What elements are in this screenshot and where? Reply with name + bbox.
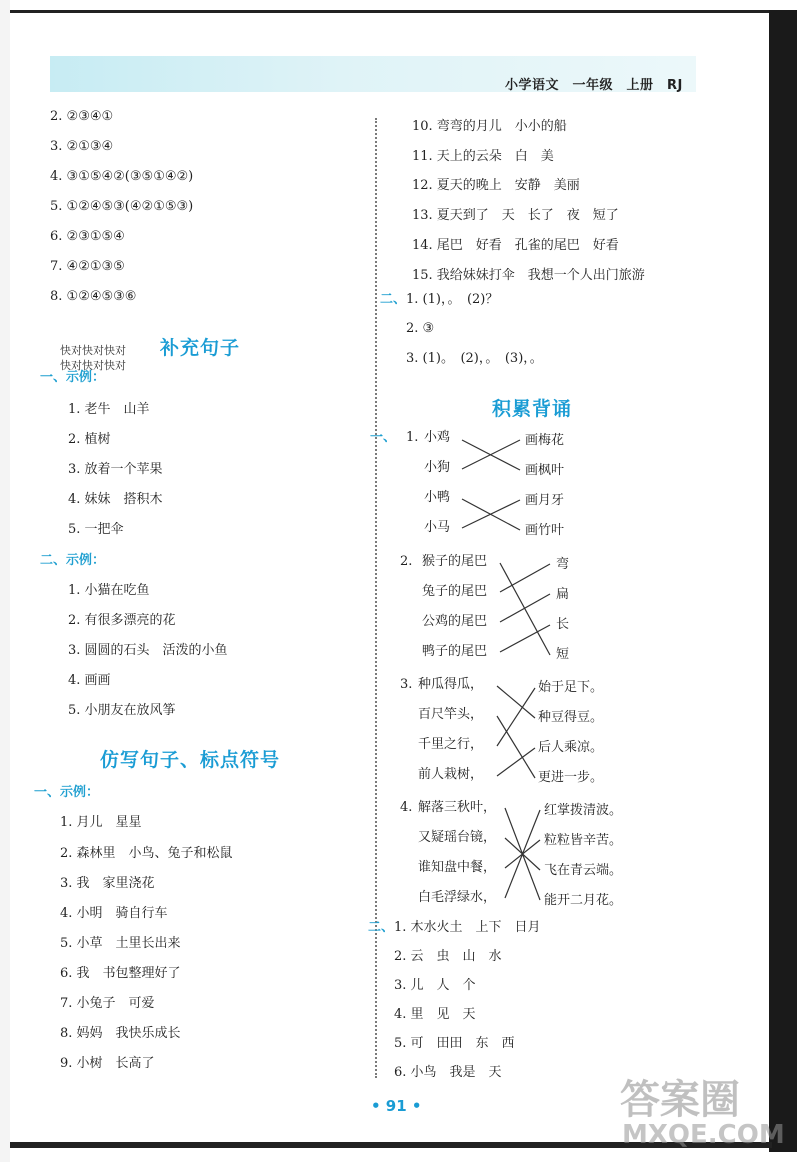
section-title: 积累背诵 xyxy=(492,398,573,420)
match-left: 公鸡的尾巴 xyxy=(422,614,488,629)
answer-line: 5. 一把伞 xyxy=(68,522,124,537)
item-number: 1. xyxy=(406,430,419,445)
match-line xyxy=(497,688,535,746)
answer-line: 3. (1)。 (2)，。 (3)，。 xyxy=(406,351,543,366)
match-left: 小鸡 xyxy=(424,430,451,445)
match-left: 白毛浮绿水， xyxy=(418,890,497,905)
match-left: 小鸭 xyxy=(424,490,451,505)
match-right: 画枫叶 xyxy=(525,463,565,478)
answer-line: 1. 小猫在吃鱼 xyxy=(68,583,150,598)
match-line xyxy=(500,625,550,652)
match-line xyxy=(505,840,540,868)
match-line xyxy=(505,810,540,898)
answer-line: 2. ③ xyxy=(406,321,435,336)
answer-line: 4. 小明 骑自行车 xyxy=(60,906,168,921)
stamp-text: 快对快对快对 xyxy=(60,359,126,372)
answer-line: 2. 有很多漂亮的花 xyxy=(68,613,176,628)
page-top-border xyxy=(10,10,772,13)
section-title: 补充句子 xyxy=(160,337,241,359)
answer-line: 6. 小鸟 我是 天 xyxy=(394,1065,502,1080)
answer-line: 3. 我 家里浇花 xyxy=(60,876,155,891)
match-left: 鸭子的尾巴 xyxy=(422,644,488,659)
match-line xyxy=(500,564,550,592)
answer-line: 8. 妈妈 我快乐成长 xyxy=(60,1026,181,1041)
match-left: 小狗 xyxy=(424,460,451,475)
match-left: 小马 xyxy=(424,520,451,535)
match-right: 粒粒皆辛苦。 xyxy=(544,833,623,848)
match-right: 弯 xyxy=(556,557,570,572)
answer-line: 5. ①②④⑤③(④②①⑤③) xyxy=(50,199,194,214)
match-line xyxy=(500,563,550,655)
answer-line: 6. ②③①⑤④ xyxy=(50,229,125,244)
match-right: 更进一步。 xyxy=(538,770,604,785)
match-left: 兔子的尾巴 xyxy=(422,584,488,599)
answer-line: 3. 放着一个苹果 xyxy=(68,462,163,477)
subsection-heading: 一、示例： xyxy=(34,785,100,800)
match-left: 解落三秋叶， xyxy=(418,800,497,815)
match-left: 前人栽树， xyxy=(418,767,484,782)
match-right: 红掌拨清波。 xyxy=(544,803,623,818)
match-left: 种瓜得瓜， xyxy=(418,677,484,692)
match-right: 后人乘凉。 xyxy=(538,740,604,755)
answer-line: 1. 木水火土 上下 日月 xyxy=(394,920,541,935)
match-right: 长 xyxy=(556,617,570,632)
match-left: 百尺竿头， xyxy=(418,707,484,722)
subsection-heading: 一、示例： xyxy=(40,370,106,385)
answer-line: 2. 植树 xyxy=(68,432,111,447)
answer-line: 5. 小草 土里长出来 xyxy=(60,936,181,951)
answer-line: 12. 夏天的晚上 安静 美丽 xyxy=(412,178,580,193)
item-number: 2. xyxy=(400,554,413,569)
match-line xyxy=(505,808,540,900)
match-line xyxy=(462,440,520,469)
answer-line: 2. 森林里 小鸟、兔子和松鼠 xyxy=(60,846,233,861)
match-left: 又疑瑶台镜， xyxy=(418,830,497,845)
match-right: 画梅花 xyxy=(525,433,565,448)
match-line xyxy=(500,594,550,622)
page-number: • 91 • xyxy=(371,1097,422,1115)
page-left-edge xyxy=(0,0,10,1162)
section-title: 仿写句子、标点符号 xyxy=(100,749,281,771)
item-number: 4. xyxy=(400,800,413,815)
page-right-border xyxy=(769,10,797,1152)
answer-line: 7. 小兔子 可爱 xyxy=(60,996,155,1011)
answer-line: 8. ①②④⑤③⑥ xyxy=(50,289,137,304)
item-number: 3. xyxy=(400,677,413,692)
match-line xyxy=(462,500,520,528)
answer-line: 5. 可 田田 东 西 xyxy=(394,1036,515,1051)
match-right: 始于足下。 xyxy=(538,680,604,695)
answer-line: 1. 月儿 星星 xyxy=(60,815,142,830)
subsection-heading: 二、示例： xyxy=(40,553,106,568)
answer-line: 4. 里 见 天 xyxy=(394,1007,476,1022)
answer-line: 1. (1)，。 (2)？ xyxy=(406,292,499,307)
answer-line: 1. 老牛 山羊 xyxy=(68,402,150,417)
answer-line: 3. 圆圆的石头 活泼的小鱼 xyxy=(68,643,228,658)
answer-line: 3. 儿 人 个 xyxy=(394,978,476,993)
answer-line: 5. 小朋友在放风筝 xyxy=(68,703,176,718)
match-line xyxy=(462,499,520,530)
answer-line: 10. 弯弯的月儿 小小的船 xyxy=(412,119,567,134)
answer-line: 14. 尾巴 好看 孔雀的尾巴 好看 xyxy=(412,238,619,253)
answer-line: 4. 妹妹 搭积木 xyxy=(68,492,163,507)
match-right: 画竹叶 xyxy=(525,523,565,538)
match-line xyxy=(462,440,520,470)
match-left: 谁知盘中餐， xyxy=(418,860,497,875)
match-left: 猴子的尾巴 xyxy=(422,554,488,569)
match-line xyxy=(505,838,540,870)
match-right: 画月牙 xyxy=(525,493,565,508)
match-right: 扁 xyxy=(556,587,570,602)
match-right: 飞在青云端。 xyxy=(544,863,623,878)
answer-line: 7. ④②①③⑤ xyxy=(50,259,125,274)
match-right: 短 xyxy=(556,647,570,662)
match-right: 种豆得豆。 xyxy=(538,710,604,725)
header-label: 小学语文 一年级 上册 RJ xyxy=(505,78,683,93)
answer-line: 4. 画画 xyxy=(68,673,111,688)
answer-line: 2. ②③④① xyxy=(50,109,114,124)
answer-line: 2. 云 虫 山 水 xyxy=(394,949,502,964)
watermark-site: MXQE.COM xyxy=(622,1120,785,1150)
watermark-logo: 答案圈 xyxy=(620,1077,740,1123)
match-line xyxy=(497,716,535,778)
answer-line: 11. 天上的云朵 白 美 xyxy=(412,149,554,164)
stamp-text: 快对快对快对 xyxy=(60,344,126,357)
answer-line: 4. ③①⑤④②(③⑤①④②) xyxy=(50,169,194,184)
answer-line: 15. 我给妹妹打伞 我想一个人出门旅游 xyxy=(412,268,645,283)
match-line xyxy=(497,748,535,776)
match-line xyxy=(497,686,535,718)
match-right: 能开二月花。 xyxy=(544,893,623,908)
subsection-heading: 二、 xyxy=(368,920,395,935)
answer-line: 9. 小树 长高了 xyxy=(60,1056,155,1071)
answer-line: 6. 我 书包整理好了 xyxy=(60,966,181,981)
match-left: 千里之行， xyxy=(418,737,484,752)
subsection-heading: 一、 xyxy=(370,430,397,445)
answer-line: 3. ②①③④ xyxy=(50,139,114,154)
subsection-heading: 二、 xyxy=(380,292,407,307)
answer-line: 13. 夏天到了 天 长了 夜 短了 xyxy=(412,208,619,223)
